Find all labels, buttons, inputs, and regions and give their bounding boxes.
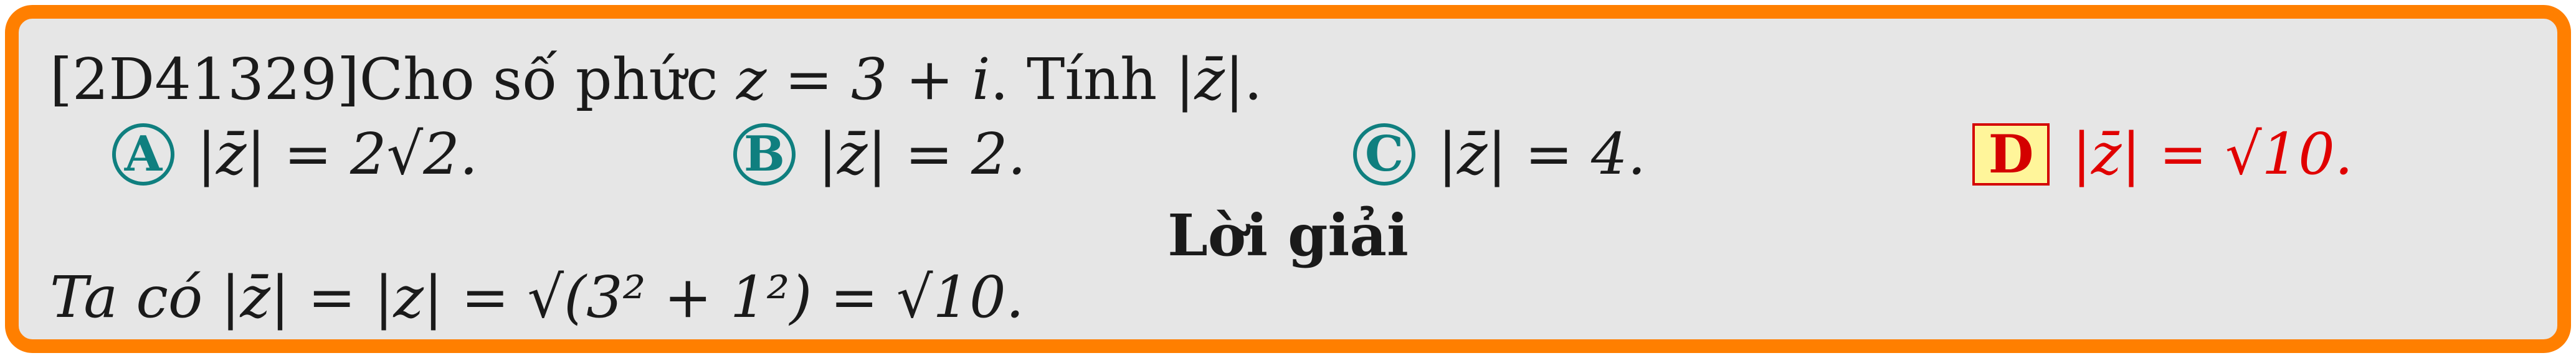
question-target: |z̄| — [1175, 46, 1245, 113]
option-a-marker: A — [112, 123, 174, 186]
question-math: z = 3 + i — [736, 46, 991, 113]
option-c-marker: C — [1353, 123, 1415, 186]
option-b-text: |z̄| = 2. — [818, 121, 1026, 187]
option-a[interactable] — [112, 123, 478, 186]
option-c-text: |z̄| = 4. — [1438, 121, 1646, 187]
option-b[interactable] — [733, 123, 1026, 186]
option-c[interactable] — [1353, 123, 1646, 186]
question-text-after: . Tính — [990, 46, 1176, 113]
solution-text: Ta có |z̄| = |z| = √(3² + 1²) = √10. — [50, 264, 1024, 331]
solution-heading: Lời giải — [1167, 202, 1409, 269]
option-d-marker: D — [1972, 123, 2050, 186]
question-card — [5, 5, 2571, 353]
option-d-text: |z̄| = √10. — [2072, 121, 2353, 187]
option-b-marker: B — [733, 123, 796, 186]
option-d[interactable] — [1972, 123, 2353, 186]
option-a-text: |z̄| = 2√2. — [197, 121, 478, 187]
question-code: [2D41329] — [50, 46, 359, 113]
question-text-before: Cho số phức — [359, 46, 736, 113]
question-line: [2D41329]Cho số phức z = 3 + i. Tính |z̄|. — [50, 46, 1263, 113]
